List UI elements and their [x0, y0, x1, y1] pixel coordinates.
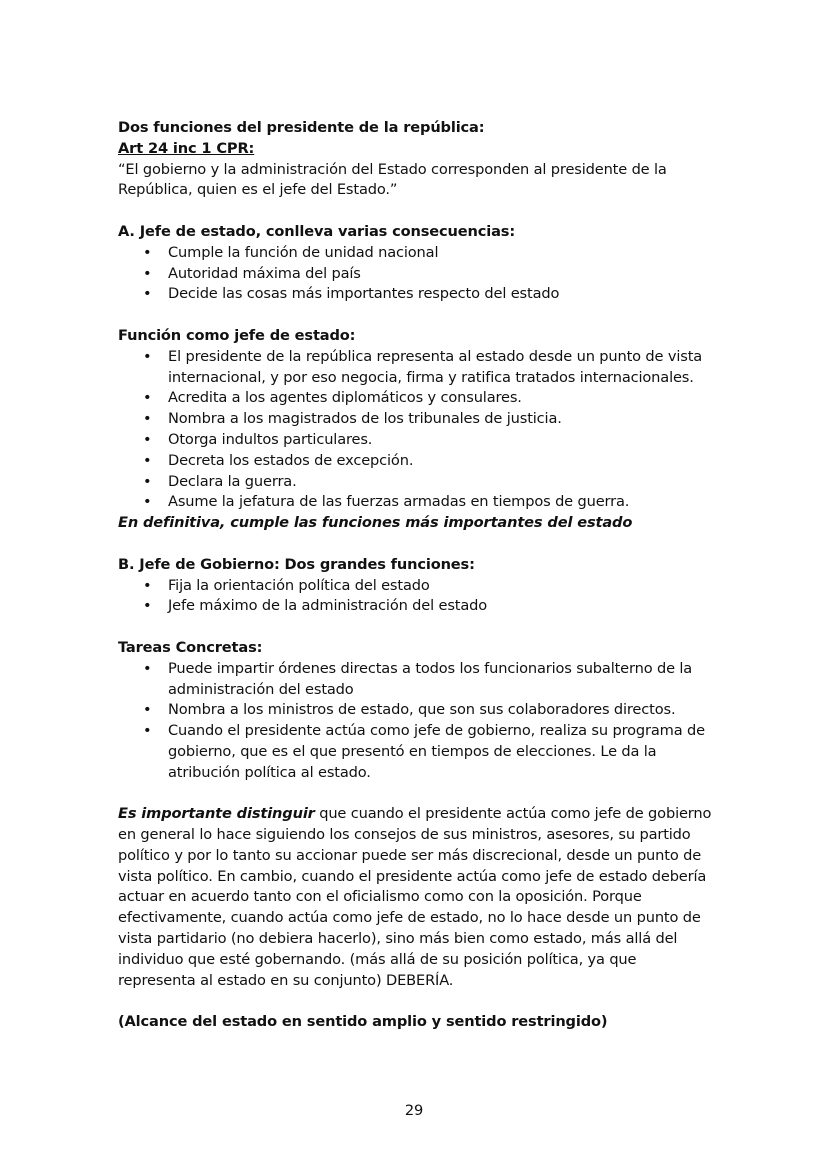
- list-item: • Nombra a los ministros de estado, que son sus colaboradores directos.: [118, 700, 718, 721]
- body-paragraph: [118, 804, 718, 991]
- article-reference: Art 24 inc 1 CPR:: [118, 139, 255, 157]
- list-item: • Fija la orientación política del estado: [118, 576, 718, 597]
- heading: Dos funciones del presidente de la república:: [118, 119, 485, 136]
- section-b-list: [118, 576, 718, 618]
- paragraph-lead: Es importante distinguir: [118, 805, 315, 823]
- list-item: • Jefe máximo de la administración del estado: [118, 596, 718, 617]
- list-item: • Cumple la función de unidad nacional: [118, 243, 718, 264]
- list-item: • Puede impartir órdenes directas a todos los funcionarios subalterno de la administración del estado: [118, 659, 718, 701]
- closing-note: (Alcance del estado en sentido amplio y sentido restringido): [118, 1013, 608, 1031]
- tareas-title: Tareas Concretas:: [118, 638, 263, 656]
- list-item: • Autoridad máxima del país: [118, 264, 718, 285]
- page-number: 29: [404, 1102, 424, 1119]
- section-b-title: B. Jefe de Gobierno: Dos grandes funciones:: [118, 555, 475, 573]
- tareas-list: [118, 659, 718, 784]
- list-item: • Cuando el presidente actúa como jefe de gobierno, realiza su programa de gobierno, que es el que presentó en tiempos de elecciones. Le da la atribución política al estado.: [118, 721, 718, 783]
- list-item: • Declara la guerra.: [118, 472, 718, 493]
- list-item: • El presidente de la república representa al estado desde un punto de vista internacional, y por eso negocia, firma y ratifica tratados internacionales.: [118, 347, 718, 389]
- funcion-jefe-estado-title: Función como jefe de estado:: [118, 326, 356, 344]
- section-a-title: A. Jefe de estado, conlleva varias consecuencias:: [118, 222, 516, 240]
- list-item: • Nombra a los magistrados de los tribunales de justicia.: [118, 409, 718, 430]
- list-item: • Decide las cosas más importantes respecto del estado: [118, 284, 718, 305]
- list-item: • Acredita a los agentes diplomáticos y consulares.: [118, 388, 718, 409]
- list-item: • Decreta los estados de excepción.: [118, 451, 718, 472]
- paragraph-text: que cuando el presidente actúa como jefe de gobierno en general lo hace siguiendo los consejos de sus ministros, asesores, su partido político y por lo tanto su accionar puede ser más discrecional, desde un punto de vista político. En cambio, cuando el presidente actúa como jefe de estado debería actuar en acuerdo tanto con el oficialismo como con la oposición. Porque efectivamente, cuando actúa como jefe de estado, no lo hace desde un punto de vista partidario (no debiera hacerlo), sino más bien como estado, más allá del individuo que esté gobernando. (más allá de su posición política, ya que representa al estado en su conjunto) DEBERÍA.: [118, 805, 712, 989]
- funcion-conclusion: En definitiva, cumple las funciones más importantes del estado: [118, 514, 633, 532]
- list-item: • Otorga indultos particulares.: [118, 430, 718, 451]
- constitution-quote: “El gobierno y la administración del Estado corresponden al presidente de la República, quien es el jefe del Estado.”: [118, 160, 667, 199]
- list-item: • Asume la jefatura de las fuerzas armadas en tiempos de guerra.: [118, 492, 718, 513]
- section-a-list: [118, 243, 718, 305]
- funcion-jefe-estado-list: [118, 347, 718, 513]
